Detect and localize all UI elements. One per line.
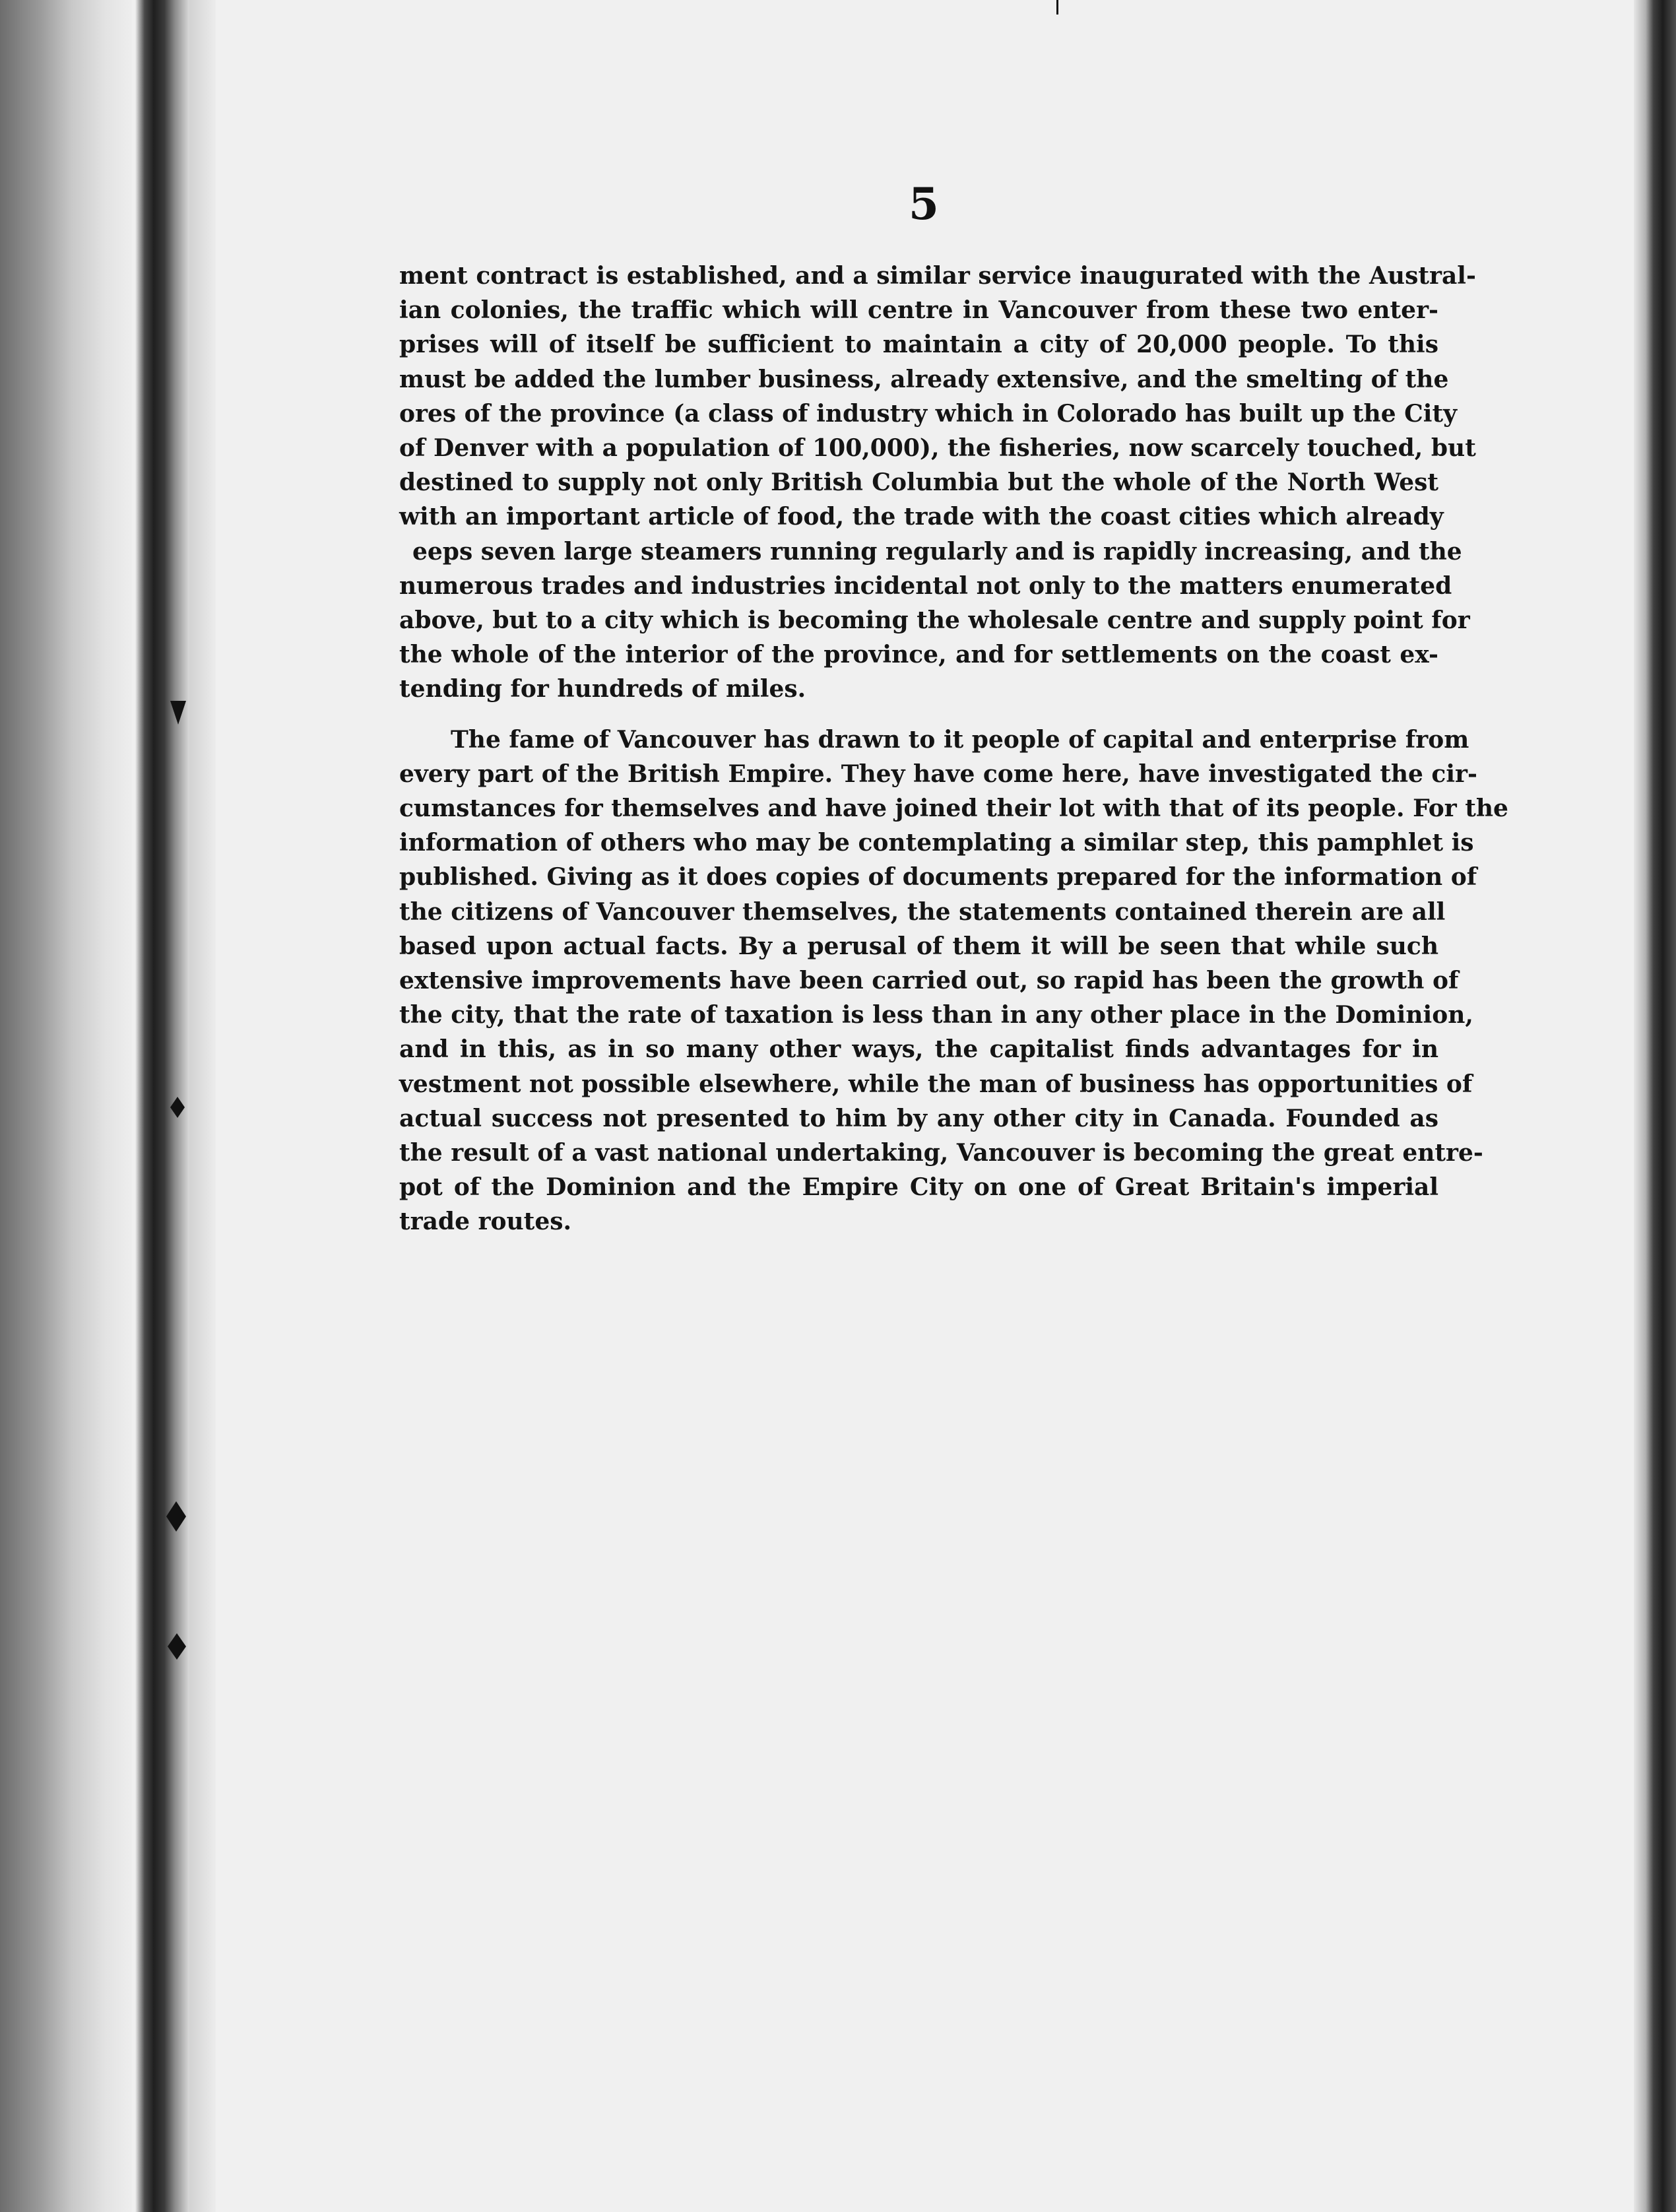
text-line: vestment not possible elsewhere, while the man of business has opportunities of bbox=[399, 1070, 1473, 1098]
text-line: with an important article of food, the trade with the coast cities which already bbox=[399, 503, 1444, 531]
text-line: based upon actual facts. By a perusal of them it will be seen that while such bbox=[399, 932, 1438, 960]
text-line: published. Giving as it does copies of documents prepared for the information of bbox=[399, 863, 1477, 892]
text-line: ores of the province (a class of industry which in Colorado has built up the City bbox=[399, 399, 1458, 428]
text-line: and in this, as in so many other ways, the capitalist finds advantages for in bbox=[399, 1035, 1438, 1064]
text-line: ian colonies, the traffic which will centre in Vancouver from these two enter- bbox=[399, 296, 1438, 325]
text-line: extensive improvements have been carried out, so rapid has been the growth of bbox=[399, 967, 1459, 995]
text-line: eeps seven large steamers running regularly and is rapidly increasing, and the bbox=[412, 537, 1462, 566]
body-text bbox=[399, 259, 1508, 1239]
text-line: ment contract is established, and a similar service inaugurated with the Austral- bbox=[399, 262, 1476, 290]
text-line: must be added the lumber business, already extensive, and the smelting of the bbox=[399, 365, 1449, 393]
top-rule-mark bbox=[1056, 0, 1058, 15]
text-line: trade routes. bbox=[399, 1208, 572, 1236]
paragraph-2 bbox=[399, 723, 1508, 1239]
text-line: above, but to a city which is becoming the wholesale centre and supply point for bbox=[399, 606, 1470, 635]
text-line: The fame of Vancouver has drawn to it people of capital and enterprise from bbox=[451, 725, 1469, 754]
text-line: prises will of itself be sufficient to maintain a city of 20,000 people. To this bbox=[399, 331, 1438, 359]
text-line: the result of a vast national undertaking, Vancouver is becoming the great entre- bbox=[399, 1139, 1483, 1167]
text-line: pot of the Dominion and the Empire City on one of Great Britain's imperial bbox=[399, 1173, 1438, 1202]
text-line: actual success not presented to him by any other city in Canada. Founded as bbox=[399, 1104, 1438, 1132]
text-line: of Denver with a population of 100,000), the fisheries, now scarcely touched, but bbox=[399, 434, 1476, 463]
text-line: tending for hundreds of miles. bbox=[399, 675, 806, 703]
text-line: the citizens of Vancouver themselves, the statements contained therein are all bbox=[399, 897, 1446, 926]
paragraph-1 bbox=[399, 259, 1476, 707]
text-line: information of others who may be contemplating a similar step, this pamphlet is bbox=[399, 829, 1474, 857]
left-page-shadow bbox=[0, 0, 132, 2212]
text-line: numerous trades and industries incidental not only to the matters enumerated bbox=[399, 571, 1452, 600]
text-line: destined to supply not only British Columbia but the whole of the North West bbox=[399, 469, 1438, 497]
text-line: every part of the British Empire. They have come here, have investigated the cir- bbox=[399, 760, 1477, 788]
right-page-edge bbox=[1634, 0, 1676, 2212]
text-line: the whole of the interior of the province, and for settlements on the coast ex- bbox=[399, 641, 1438, 669]
binding-gutter bbox=[189, 0, 216, 2212]
text-line: cumstances for themselves and have joined their lot with that of its people. For the bbox=[399, 795, 1508, 823]
text-line: the city, that the rate of taxation is less than in any other place in the Dominion, bbox=[399, 1001, 1473, 1029]
page-number: 5 bbox=[909, 178, 939, 230]
